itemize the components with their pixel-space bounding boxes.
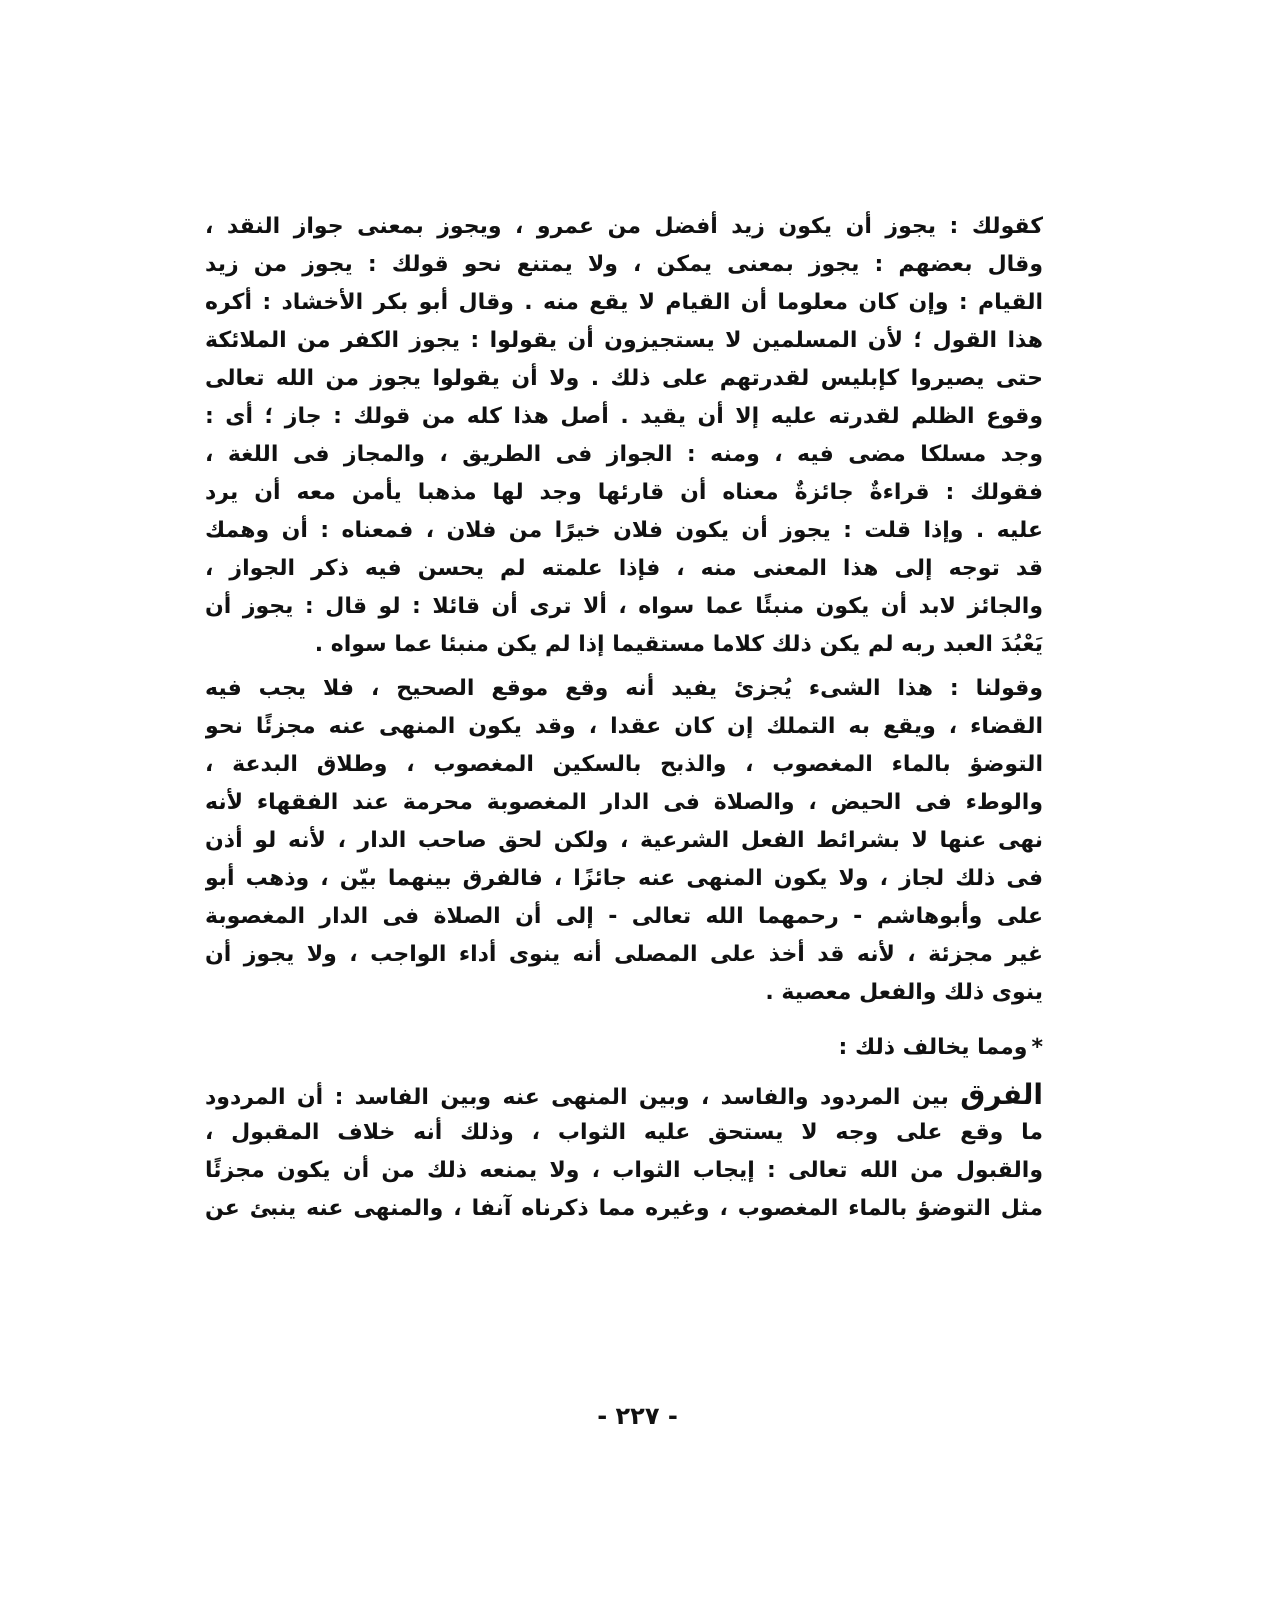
text-line: غير مجزئة ، لأنه قد أخذ على المصلى أنه ينوى أداء الواجب ، ولا يجوز أن [205,942,1043,967]
text-line: والوطء فى الحيض ، والصلاة فى الدار المغصوبة محرمة عند الفقهاء لأنه [205,790,1043,815]
section-heading [205,1026,1043,1070]
text-line: وقال بعضهم : يجوز بمعنى يمكن ، ولا يمتنع نحو قولك : يجوز من زيد [205,252,1043,277]
text-line: نهى عنها لا بشرائط الفعل الشرعية ، ولكن لحق صاحب الدار ، لأنه لو أذن [205,828,1043,853]
lead-word: الفرق [960,1078,1043,1111]
text-line: وجد مسلكا مضى فيه ، ومنه : الجواز فى الطريق ، والمجاز فى اللغة ، [205,442,1043,467]
text-line: القضاء ، ويقع به التملك إن كان عقدا ، وقد يكون المنهى عنه مجزئًا نحو [205,714,1043,739]
heading-star: * [1031,1035,1043,1060]
paragraph-3 [205,1076,1043,1228]
text-line: ما وقع على وجه لا يستحق عليه الثواب ، وذلك أنه خلاف المقبول ، [205,1120,1043,1145]
text-line: والجائز لابد أن يكون منبئًا عما سواه ، ألا ترى أن قائلا : لو قال : يجوز أن [205,594,1043,619]
text-line-first [205,1076,1043,1114]
text-line: هذا القول ؛ لأن المسلمين لا يستجيزون أن يقولوا : يجوز الكفر من الملائكة [205,328,1043,353]
text-line: وقولنا : هذا الشىء يُجزئ يفيد أنه وقع موقع الصحيح ، فلا يجب فيه [205,676,1043,701]
text-line: والقبول من الله تعالى : إيجاب الثواب ، ولا يمنعه ذلك من أن يكون مجزئًا [205,1158,1043,1183]
text-line: حتى يصيروا كإبليس لقدرتهم على ذلك . ولا أن يقولوا يجوز من الله تعالى [205,366,1043,391]
text-line: كقولك : يجوز أن يكون زيد أفضل من عمرو ، ويجوز بمعنى جواز النقد ، [205,214,1043,239]
text-line: عليه . وإذا قلت : يجوز أن يكون فلان خيرًا من فلان ، فمعناه : أن وهمك [205,518,1043,543]
text-line: يَعْبُدَ العبد ربه لم يكن ذلك كلاما مستقيما إذا لم يكن منبئا عما سواه . [314,632,1043,657]
first-line-rest: بين المردود والفاسد ، وبين المنهى عنه وبين الفاسد : أن المردود [205,1085,949,1110]
paragraph-2 [205,670,1043,1012]
page-body [205,208,1043,1228]
heading-text: ومما يخالف ذلك : [838,1035,1028,1060]
page-number: - ٢٢٧ - [597,1402,678,1430]
text-line: قد توجه إلى هذا المعنى منه ، فإذا علمته لم يحسن فيه ذكر الجواز ، [205,556,1043,581]
text-line: فقولك : قراءةٌ جائزةٌ معناه أن قارئها وجد لها مذهبا يأمن معه أن يرد [205,480,1043,505]
text-line: التوضؤ بالماء المغصوب ، والذبح بالسكين المغصوب ، وطلاق البدعة ، [205,752,1043,777]
text-line: على وأبوهاشم - رحمهما الله تعالى - إلى أن الصلاة فى الدار المغصوبة [205,904,1043,929]
text-line: القيام : وإن كان معلوما أن القيام لا يقع منه . وقال أبو بكر الأخشاد : أكره [205,290,1043,315]
paragraph-1 [205,208,1043,664]
text-line: مثل التوضؤ بالماء المغصوب ، وغيره مما ذكرناه آنفا ، والمنهى عنه ينبئ عن [205,1196,1043,1221]
text-line: وقوع الظلم لقدرته عليه إلا أن يقيد . أصل هذا كله من قولك : جاز ؛ أى : [205,404,1043,429]
text-line: فى ذلك لجاز ، ولا يكون المنهى عنه جائزًا ، فالفرق بينهما بيّن ، وذهب أبو [205,866,1043,891]
text-line: ينوى ذلك والفعل معصية . [765,980,1043,1005]
